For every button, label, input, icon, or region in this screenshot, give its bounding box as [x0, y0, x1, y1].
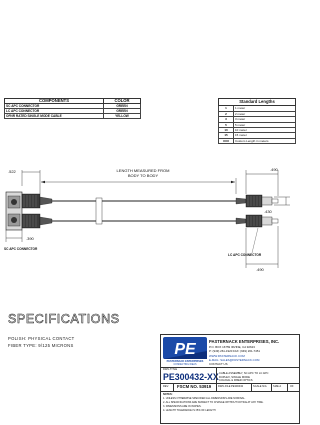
- dim-490-top: [246, 167, 279, 196]
- title-block-vdivider: [251, 383, 252, 391]
- title-block-vdivider: [173, 383, 174, 391]
- length-code: 2: [219, 111, 234, 116]
- table-row: [219, 138, 296, 143]
- dim-390-label: .390: [26, 236, 34, 241]
- company-address: P.O. BOX 16759 IRVINE, CA 92623: [209, 345, 255, 349]
- lc-apc-connector: [228, 195, 278, 257]
- component-name: LC APC CONNECTOR: [5, 109, 104, 114]
- cable-assembly-drawing: [0, 160, 300, 320]
- description-line1: CABLE ASSEMBLY, SC APC TO LC APC: [219, 372, 269, 375]
- fscm-number: FSCM NO. 53919: [177, 384, 212, 389]
- length-label: 3 meter: [234, 117, 296, 122]
- component-color: GREEN: [104, 109, 141, 114]
- description-line3: COAXIAL & FIBER OPTICS: [219, 379, 253, 382]
- title-block: [160, 334, 300, 424]
- standard-lengths-header: Standard Lengths: [219, 99, 296, 106]
- standard-lengths-header-row: [219, 99, 296, 106]
- lc-connector-label: LC APC CONNECTOR: [228, 253, 262, 257]
- dwg-file-label: DWG FILE: [218, 385, 231, 388]
- title-block-divider: [161, 391, 299, 392]
- company-phone: P: (949) 261-1920 FAX: (949) 261-7451: [209, 349, 260, 353]
- length-code: XXX: [219, 138, 234, 143]
- description-line2: DUPLEX, SINGLE MODE: [219, 375, 250, 379]
- note-3: 3. DIMENSIONS ARE IN INCHES.: [163, 405, 202, 408]
- dim-430-label: .430: [264, 209, 272, 214]
- logo-text: PE: [174, 341, 196, 358]
- note-1: 1. UNLESS OTHERWISE SPECIFIED ALL DIMENSIONS ARE NOMINAL.: [163, 397, 246, 400]
- dim-522-label: .522: [8, 169, 16, 174]
- length-label-line1: LENGTH MEASURED FROM: [116, 168, 170, 173]
- notes-title: NOTES:: [163, 393, 173, 396]
- company-logo: [163, 337, 207, 365]
- company-name: PASTERNACK ENTERPRISES, INC.: [209, 339, 280, 344]
- length-code: 15: [219, 133, 234, 138]
- components-table: [4, 98, 141, 119]
- sc-apc-connector: [6, 192, 52, 230]
- dim-490-top-label: .490: [270, 167, 278, 172]
- scale-label: SCALE N/A: [253, 385, 267, 388]
- fiber-cables: [52, 198, 236, 224]
- length-code: 3: [219, 117, 234, 122]
- part-number: PE300432-XX: [163, 372, 219, 382]
- length-dimension: [40, 168, 236, 194]
- spec-polish: POLISH: PHYSICAL CONTACT: [8, 336, 75, 341]
- dwg-title-label: DWG TITLE: [163, 368, 178, 371]
- table-row: [5, 114, 141, 119]
- length-label: Custom Length in meters: [234, 138, 296, 143]
- dim-490-bottom-label: .490: [256, 267, 264, 272]
- component-name: SC APC CONNECTOR: [5, 104, 104, 109]
- note-2: 2. ALL SPECIFICATIONS ARE SUBJECT TO CHANGE WITHOUT NOTICE AT ANY TIME.: [163, 401, 264, 404]
- sheet-label: OF: [290, 385, 294, 388]
- components-header: COMPONENTS: [5, 99, 104, 104]
- note-4: 4. LENGTH TOLERANCE IS ±5% OF LENGTH: [163, 409, 216, 412]
- specifications-title: SPECIFICATIONS: [8, 312, 120, 326]
- rev-label: REV.: [163, 385, 169, 388]
- title-block-vdivider: [271, 383, 272, 391]
- logo-sub: CONNECTING IDEAS: [173, 363, 197, 365]
- sc-connector-label: SC APC CONNECTOR: [4, 247, 38, 251]
- title-block-vdivider: [287, 383, 288, 391]
- dim-522: [8, 169, 40, 186]
- length-label: 2 meter: [234, 111, 296, 116]
- dwg-file-value: PE300432: [231, 385, 244, 388]
- spec-fiber-type: FIBER TYPE: 9/125 MICRONS: [8, 343, 74, 348]
- title-block-divider: [161, 367, 299, 368]
- title-block-vdivider: [216, 383, 217, 391]
- company-contact: CONTACT US: [209, 362, 228, 366]
- component-name: OFNR RATED SINGLE MODE CABLE: [5, 114, 104, 119]
- component-color: YELLOW: [104, 114, 141, 119]
- component-color: GREEN: [104, 104, 141, 109]
- company-web: WWW.PASTERNACK.COM: [209, 354, 245, 358]
- length-label-line2: BODY TO BODY: [127, 173, 159, 178]
- size-label: SIZE A: [273, 385, 282, 388]
- dim-390: [4, 230, 38, 251]
- length-label: 10 meter: [234, 128, 296, 133]
- logo-tagline: PASTERNACK ENTERPRISES: [166, 360, 204, 363]
- standard-lengths-table: [218, 98, 296, 144]
- company-email: E-MAIL: SALES@PASTERNACK.COM: [209, 358, 260, 362]
- length-code: 1: [219, 106, 234, 111]
- length-code: 5: [219, 122, 234, 127]
- color-header: COLOR: [104, 99, 141, 104]
- length-label: 1 meter: [234, 106, 296, 111]
- length-code: 10: [219, 128, 234, 133]
- dim-490-bottom: [246, 226, 278, 272]
- length-label: 15 meter: [234, 133, 296, 138]
- length-label: 5 meter: [234, 122, 296, 127]
